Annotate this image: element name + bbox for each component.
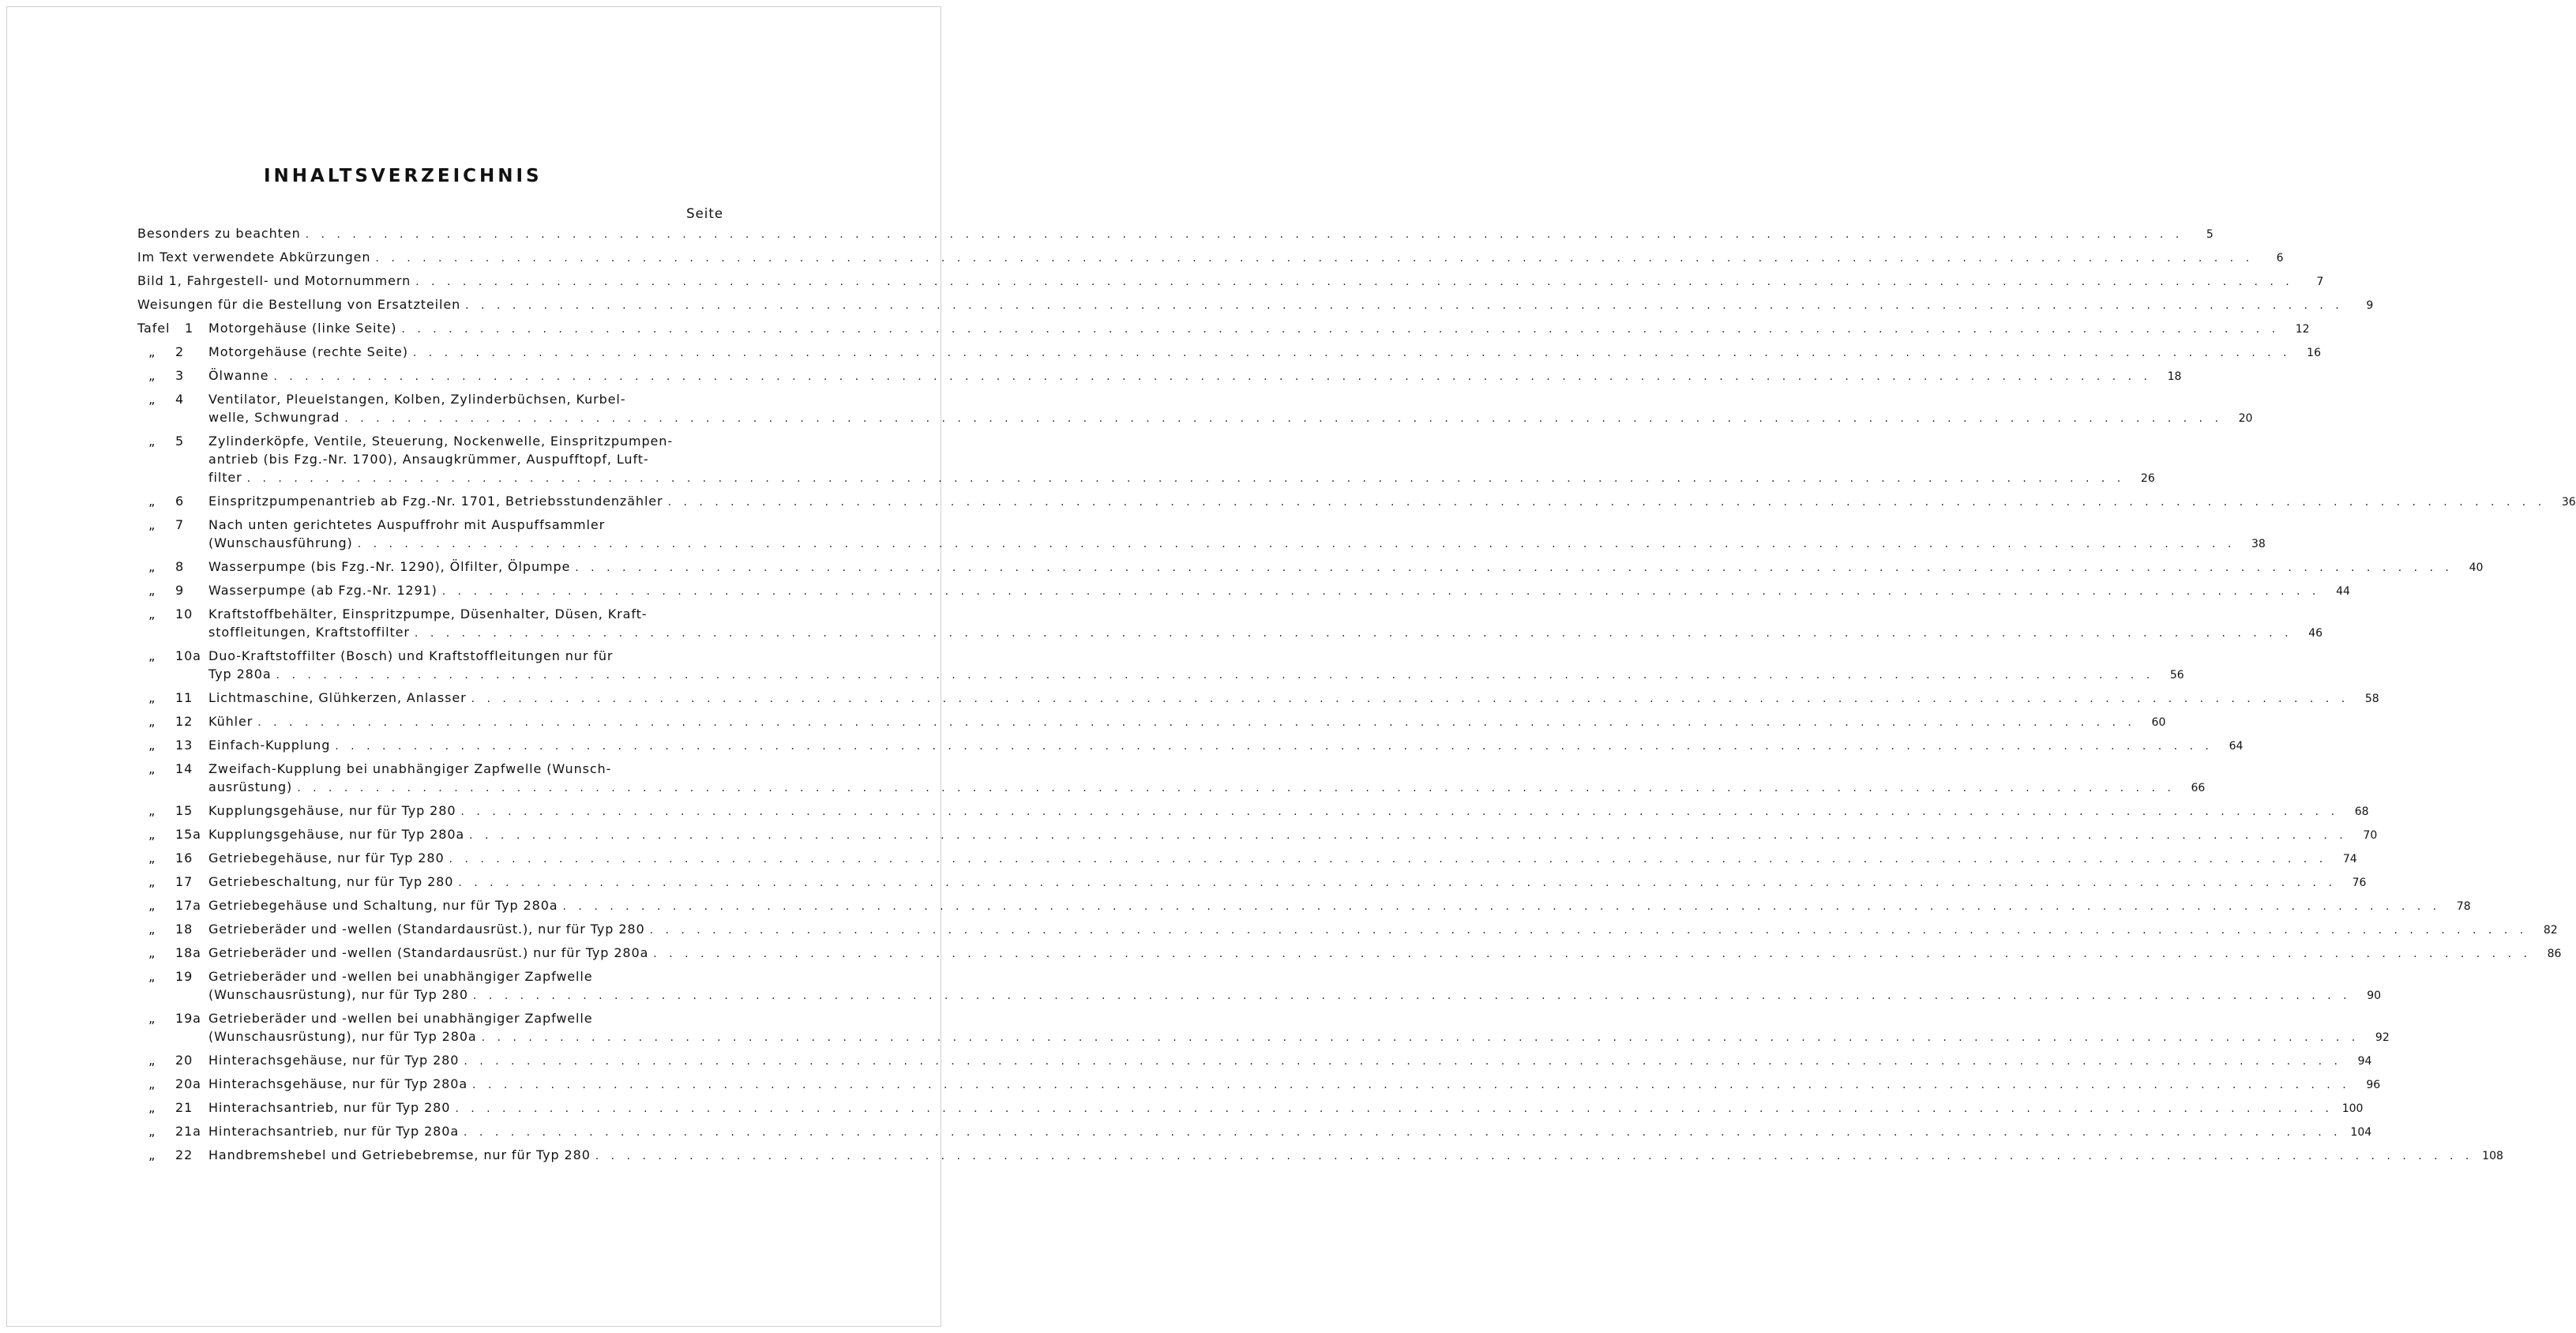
- toc-entry-text: Motorgehäuse (linke Seite): [208, 321, 397, 336]
- plate-number: 20a: [175, 1076, 201, 1091]
- toc-entry-line: [137, 272, 2324, 290]
- toc-entry-line: [137, 581, 2350, 599]
- toc-entry-text: Ventilator, Pleuelstangen, Kolben, Zylinderbüchsen, Kurbel-: [208, 392, 626, 407]
- plate-number: 19a: [175, 1011, 201, 1026]
- toc-entry: [137, 712, 2166, 730]
- plate-number: 20: [175, 1053, 193, 1068]
- toc-entry-text: Nach unten gerichtetes Auspuffrohr mit Auspuffsammler: [208, 517, 606, 532]
- page-number: 26: [2140, 472, 2155, 485]
- page-number: 60: [2151, 716, 2166, 729]
- page-number: 108: [2482, 1150, 2503, 1162]
- toc-entry-line: [137, 1009, 723, 1027]
- toc-entry: [137, 343, 2321, 361]
- toc-entry-line: [137, 319, 2310, 337]
- dot-leader: . . . . . . . . . . . . . . . . . . . . . . . . . . . . . . . . . . . . . . . . . . . . . . . . . . . . . . . . . . . . . . . . . . . . . . . . . . . . . . . . . . . . . . . . . . . . . . . . . . . . . . . . . . . . . . . . . . . . . . . .: [276, 669, 2154, 682]
- dot-leader: . . . . . . . . . . . . . . . . . . . . . . . . . . . . . . . . . . . . . . . . . . . . . . . . . . . . . . . . . . . . . . . . . . . . . . . . . . . . . . . . . . . . . . . . . . . . . . . . . . . . . . . . . . . . . . . . . . . . . . . .: [305, 228, 2184, 241]
- page-number: 56: [2169, 669, 2184, 682]
- toc-entry: [137, 581, 2350, 599]
- toc-entry-text: Zweifach-Kupplung bei unabhängiger Zapfwelle (Wunsch-: [208, 761, 612, 776]
- toc-entry-text: Lichtmaschine, Glühkerzen, Anlasser: [208, 690, 467, 705]
- plate-number: 18a: [175, 945, 201, 960]
- page-column-header: Seite: [686, 206, 723, 221]
- toc-entry-line: [137, 1051, 2372, 1069]
- dot-leader: . . . . . . . . . . . . . . . . . . . . . . . . . . . . . . . . . . . . . . . . . . . . . . . . . . . . . . . . . . . . . . . . . . . . . . . . . . . . . . . . . . . . . . . . . . . . . . . . . . . . . . . . . . . . . . . . . . . . . . . .: [464, 1126, 2342, 1139]
- toc-entry-line: [137, 295, 2374, 314]
- toc-entry-line: [137, 224, 2214, 242]
- toc-entry-line: [137, 390, 723, 408]
- toc-entry-line: [137, 712, 2166, 730]
- plate-number: 14: [175, 761, 193, 776]
- page-number: 38: [2251, 538, 2266, 550]
- plate-number: 7: [175, 517, 185, 532]
- page-number: 9: [2366, 299, 2374, 312]
- toc-entry-line: [137, 432, 723, 450]
- plate-number: 6: [175, 494, 185, 509]
- page-number: 46: [2308, 627, 2323, 640]
- plate-number: 11: [175, 690, 193, 705]
- dot-leader: . . . . . . . . . . . . . . . . . . . . . . . . . . . . . . . . . . . . . . . . . . . . . . . . . . . . . . . . . . . . . . . . . . . . . . . . . . . . . . . . . . . . . . . . . . . . . . . . . . . . . . . . . . . . . . . . . . . . . . . .: [667, 496, 2546, 509]
- toc-entry-text: ausrüstung): [208, 779, 293, 794]
- toc-entry-text: Getriebeschaltung, nur für Typ 280: [208, 874, 454, 889]
- dot-leader: . . . . . . . . . . . . . . . . . . . . . . . . . . . . . . . . . . . . . . . . . . . . . . . . . . . . . . . . . . . . . . . . . . . . . . . . . . . . . . . . . . . . . . . . . . . . . . . . . . . . . . . . . . . . . . . . . . . . . . . .: [465, 299, 2344, 312]
- toc-entry-text: Kupplungsgehäuse, nur für Typ 280: [208, 803, 456, 818]
- toc-entry: [137, 896, 2471, 914]
- toc-entry-text: antrieb (bis Fzg.-Nr. 1700), Ansaugkrümmer, Auspufftopf, Luft-: [208, 452, 649, 467]
- ditto-mark: „: [148, 517, 156, 532]
- page-number: 36: [2561, 496, 2576, 509]
- dot-leader: . . . . . . . . . . . . . . . . . . . . . . . . . . . . . . . . . . . . . . . . . . . . . . . . . . . . . . . . . . . . . . . . . . . . . . . . . . . . . . . . . . . . . . . . . . . . . . . . . . . . . . . . . . . . . . . . . . . . . . . .: [469, 829, 2348, 842]
- dot-leader: . . . . . . . . . . . . . . . . . . . . . . . . . . . . . . . . . . . . . . . . . . . . . . . . . . . . . . . . . . . . . . . . . . . . . . . . . . . . . . . . . . . . . . . . . . . . . . . . . . . . . . . . . . . . . . . . . . . . . . . .: [449, 853, 2327, 866]
- toc-entry-text: Hinterachsgehäuse, nur für Typ 280: [208, 1053, 460, 1068]
- toc-entry: [137, 390, 2253, 426]
- toc-entry-text: Ölwanne: [208, 368, 269, 383]
- toc-entry: [137, 366, 2182, 385]
- ditto-mark: „: [148, 606, 156, 621]
- ditto-mark: „: [148, 1100, 156, 1115]
- page-number: 90: [2367, 989, 2382, 1002]
- toc-entry-text: Im Text verwendete Abkürzungen: [137, 250, 371, 265]
- toc-entry-line: [137, 920, 2558, 938]
- toc-entry: [137, 967, 2382, 1004]
- dot-leader: . . . . . . . . . . . . . . . . . . . . . . . . . . . . . . . . . . . . . . . . . . . . . . . . . . . . . . . . . . . . . . . . . . . . . . . . . . . . . . . . . . . . . . . . . . . . . . . . . . . . . . . . . . . . . . . . . . . . . . . .: [246, 472, 2125, 485]
- toc-entry-line: [137, 516, 723, 534]
- page-number: 12: [2295, 323, 2310, 336]
- dot-leader: . . . . . . . . . . . . . . . . . . . . . . . . . . . . . . . . . . . . . . . . . . . . . . . . . . . . . . . . . . . . . . . . . . . . . . . . . . . . . . . . . . . . . . . . . . . . . . . . . . . . . . . . . . . . . . . . . . . . . . . .: [458, 877, 2337, 889]
- dot-leader: . . . . . . . . . . . . . . . . . . . . . . . . . . . . . . . . . . . . . . . . . . . . . . . . . . . . . . . . . . . . . . . . . . . . . . . . . . . . . . . . . . . . . . . . . . . . . . . . . . . . . . . . . . . . . . . . . . . . . . . .: [575, 561, 2454, 574]
- page-number: 58: [2364, 693, 2379, 705]
- toc-entry-line: [137, 665, 2184, 683]
- ditto-mark: „: [148, 648, 156, 663]
- ditto-mark: „: [148, 1076, 156, 1091]
- toc-entry: [137, 825, 2378, 843]
- toc-entry-text: stoffleitungen, Kraftstoffilter: [208, 625, 410, 640]
- toc-entry-line: [137, 623, 2323, 641]
- dot-leader: . . . . . . . . . . . . . . . . . . . . . . . . . . . . . . . . . . . . . . . . . . . . . . . . . . . . . . . . . . . . . . . . . . . . . . . . . . . . . . . . . . . . . . . . . . . . . . . . . . . . . . . . . . . . . . . . . . . . . . . .: [464, 1055, 2342, 1068]
- dot-leader: . . . . . . . . . . . . . . . . . . . . . . . . . . . . . . . . . . . . . . . . . . . . . . . . . . . . . . . . . . . . . . . . . . . . . . . . . . . . . . . . . . . . . . . . . . . . . . . . . . . . . . . . . . . . . . . . . . . . . . . .: [414, 627, 2293, 640]
- page-number: 82: [2543, 924, 2558, 937]
- toc-entry: [137, 873, 2367, 891]
- plate-number: 19: [175, 969, 193, 984]
- toc-entry-text: welle, Schwungrad: [208, 410, 340, 425]
- page-number: 5: [2206, 228, 2214, 241]
- ditto-mark: „: [148, 1124, 156, 1139]
- dot-leader: . . . . . . . . . . . . . . . . . . . . . . . . . . . . . . . . . . . . . . . . . . . . . . . . . . . . . . . . . . . . . . . . . . . . . . . . . . . . . . . . . . . . . . . . . . . . . . . . . . . . . . . . . . . . . . . . . . . . . . . .: [257, 716, 2136, 729]
- plate-number: 17: [175, 874, 193, 889]
- page-title: INHALTSVERZEICHNIS: [264, 166, 543, 186]
- toc-entry-line: [137, 343, 2321, 361]
- dot-leader: . . . . . . . . . . . . . . . . . . . . . . . . . . . . . . . . . . . . . . . . . . . . . . . . . . . . . . . . . . . . . . . . . . . . . . . . . . . . . . . . . . . . . . . . . . . . . . . . . . . . . . . . . . . . . . . . . . . . . . . .: [562, 900, 2441, 913]
- page-number: 104: [2350, 1126, 2372, 1139]
- toc-entry: [137, 224, 2214, 242]
- toc-entry-line: [137, 849, 2357, 867]
- page-number: 66: [2191, 782, 2206, 794]
- page-number: 70: [2363, 829, 2378, 842]
- toc-entry-text: Bild 1, Fahrgestell- und Motornummern: [137, 273, 411, 288]
- toc-entry-text: Duo-Kraftstoffilter (Bosch) und Kraftstoffleitungen nur für: [208, 648, 614, 663]
- toc-entry-line: [137, 1075, 2381, 1093]
- toc-entry: [137, 1122, 2372, 1140]
- dot-leader: . . . . . . . . . . . . . . . . . . . . . . . . . . . . . . . . . . . . . . . . . . . . . . . . . . . . . . . . . . . . . . . . . . . . . . . . . . . . . . . . . . . . . . . . . . . . . . . . . . . . . . . . . . . . . . . . . . . . . . . .: [455, 1102, 2334, 1115]
- toc-entry-text: Getrieberäder und -wellen bei unabhängiger Zapfwelle: [208, 969, 593, 984]
- page-number: 20: [2238, 412, 2253, 425]
- toc-entry: [137, 760, 2206, 796]
- toc-entry: [137, 605, 2323, 641]
- toc-entry: [137, 295, 2374, 314]
- toc-entry-text: Hinterachsantrieb, nur für Typ 280a: [208, 1124, 460, 1139]
- toc-entry: [137, 1075, 2381, 1093]
- page-number: 92: [2375, 1031, 2390, 1044]
- toc-entry-line: [137, 873, 2367, 891]
- plate-number: 5: [175, 434, 185, 449]
- plate-number: 22: [175, 1147, 193, 1162]
- page-number: 100: [2341, 1102, 2364, 1115]
- ditto-mark: „: [148, 945, 156, 960]
- toc-entry: [137, 1146, 2503, 1164]
- plate-number: 9: [175, 583, 185, 598]
- ditto-mark: „: [148, 1011, 156, 1026]
- toc-entry-line: [137, 492, 2576, 510]
- toc-entry-text: Getrieberäder und -wellen (Standardausrüst.), nur für Typ 280: [208, 922, 645, 937]
- toc-entry: [137, 802, 2369, 820]
- dot-leader: . . . . . . . . . . . . . . . . . . . . . . . . . . . . . . . . . . . . . . . . . . . . . . . . . . . . . . . . . . . . . . . . . . . . . . . . . . . . . . . . . . . . . . . . . . . . . . . . . . . . . . . . . . . . . . . . . . . . . . . .: [471, 693, 2349, 705]
- toc-entry-line: [137, 1122, 2372, 1140]
- dot-leader: . . . . . . . . . . . . . . . . . . . . . . . . . . . . . . . . . . . . . . . . . . . . . . . . . . . . . . . . . . . . . . . . . . . . . . . . . . . . . . . . . . . . . . . . . . . . . . . . . . . . . . . . . . . . . . . . . . . . . . . .: [653, 948, 2532, 960]
- ditto-mark: „: [148, 368, 156, 383]
- toc-entry-text: Einspritzpumpenantrieb ab Fzg.-Nr. 1701, Betriebsstundenzähler: [208, 494, 663, 509]
- plate-number: 2: [175, 344, 185, 359]
- toc-entry-text: Kraftstoffbehälter, Einspritzpumpe, Düsenhalter, Düsen, Kraft-: [208, 606, 648, 621]
- plate-number: 1: [185, 321, 194, 336]
- ditto-mark: „: [148, 714, 156, 729]
- page-number: 6: [2276, 252, 2284, 265]
- toc-entry-text: Getrieberäder und -wellen (Standardausrüst.) nur für Typ 280a: [208, 945, 649, 960]
- dot-leader: . . . . . . . . . . . . . . . . . . . . . . . . . . . . . . . . . . . . . . . . . . . . . . . . . . . . . . . . . . . . . . . . . . . . . . . . . . . . . . . . . . . . . . . . . . . . . . . . . . . . . . . . . . . . . . . . . . . . . . . .: [415, 276, 2294, 288]
- toc-entry-text: filter: [208, 470, 242, 485]
- toc-entry: [137, 689, 2379, 707]
- ditto-mark: „: [148, 559, 156, 574]
- dot-leader: . . . . . . . . . . . . . . . . . . . . . . . . . . . . . . . . . . . . . . . . . . . . . . . . . . . . . . . . . . . . . . . . . . . . . . . . . . . . . . . . . . . . . . . . . . . . . . . . . . . . . . . . . . . . . . . . . . . . . . . .: [649, 924, 2528, 937]
- ditto-mark: „: [148, 969, 156, 984]
- toc-entry-line: [137, 825, 2378, 843]
- page-number: 44: [2336, 585, 2350, 598]
- toc-entry: [137, 272, 2324, 290]
- toc-entry-line: [137, 967, 723, 986]
- toc-entry-line: [137, 534, 2266, 552]
- page-number: 40: [2469, 561, 2484, 574]
- toc-entry-line: [137, 986, 2382, 1004]
- plate-number: 10a: [175, 648, 201, 663]
- ditto-mark: „: [148, 761, 156, 776]
- ditto-mark: „: [148, 344, 156, 359]
- ditto-mark: „: [148, 494, 156, 509]
- ditto-mark: „: [148, 690, 156, 705]
- toc-entry: [137, 736, 2244, 754]
- plate-number: 15: [175, 803, 193, 818]
- toc-entry-text: Motorgehäuse (rechte Seite): [208, 344, 408, 359]
- toc-entry-text: Wasserpumpe (bis Fzg.-Nr. 1290), Ölfilter, Ölpumpe: [208, 559, 571, 574]
- plate-number: 21a: [175, 1124, 201, 1139]
- toc-entry: [137, 516, 2266, 552]
- toc-entry: [137, 920, 2558, 938]
- ditto-mark: „: [148, 827, 156, 842]
- toc-entry-text: Kupplungsgehäuse, nur für Typ 280a: [208, 827, 465, 842]
- toc-entry-line: [137, 647, 723, 665]
- page-number: 78: [2456, 900, 2471, 913]
- toc-entry-text: Getriebegehäuse und Schaltung, nur für Typ 280a: [208, 898, 558, 913]
- dot-leader: . . . . . . . . . . . . . . . . . . . . . . . . . . . . . . . . . . . . . . . . . . . . . . . . . . . . . . . . . . . . . . . . . . . . . . . . . . . . . . . . . . . . . . . . . . . . . . . . . . . . . . . . . . . . . . . . . . . . . . . .: [273, 370, 2152, 383]
- toc-entry: [137, 647, 2184, 683]
- plate-number: 4: [175, 392, 185, 407]
- toc-entry-text: (Wunschausrüstung), nur für Typ 280: [208, 987, 468, 1002]
- toc-entry-text: (Wunschausführung): [208, 535, 353, 550]
- toc-entry-line: [137, 1146, 2503, 1164]
- table-of-contents: [137, 224, 2576, 1170]
- tafel-label: Tafel: [137, 321, 171, 336]
- ditto-mark: „: [148, 1053, 156, 1068]
- toc-entry-line: [137, 366, 2182, 385]
- dot-leader: . . . . . . . . . . . . . . . . . . . . . . . . . . . . . . . . . . . . . . . . . . . . . . . . . . . . . . . . . . . . . . . . . . . . . . . . . . . . . . . . . . . . . . . . . . . . . . . . . . . . . . . . . . . . . . . . . . . . . . . .: [472, 989, 2352, 1002]
- toc-entry-line: [137, 248, 2284, 266]
- plate-number: 15a: [175, 827, 201, 842]
- toc-entry-text: Einfach-Kupplung: [208, 738, 331, 753]
- dot-leader: . . . . . . . . . . . . . . . . . . . . . . . . . . . . . . . . . . . . . . . . . . . . . . . . . . . . . . . . . . . . . . . . . . . . . . . . . . . . . . . . . . . . . . . . . . . . . . . . . . . . . . . . . . . . . . . . . . . . . . . .: [344, 412, 2223, 425]
- dot-leader: . . . . . . . . . . . . . . . . . . . . . . . . . . . . . . . . . . . . . . . . . . . . . . . . . . . . . . . . . . . . . . . . . . . . . . . . . . . . . . . . . . . . . . . . . . . . . . . . . . . . . . . . . . . . . . . . . . . . . . . .: [595, 1150, 2473, 1162]
- toc-entry-line: [137, 408, 2253, 426]
- toc-entry-text: Hinterachsgehäuse, nur für Typ 280a: [208, 1076, 468, 1091]
- toc-entry-text: (Wunschausrüstung), nur für Typ 280a: [208, 1029, 477, 1044]
- toc-entry: [137, 248, 2284, 266]
- toc-entry-line: [137, 468, 2155, 486]
- plate-number: 13: [175, 738, 193, 753]
- plate-number: 21: [175, 1100, 193, 1115]
- dot-leader: . . . . . . . . . . . . . . . . . . . . . . . . . . . . . . . . . . . . . . . . . . . . . . . . . . . . . . . . . . . . . . . . . . . . . . . . . . . . . . . . . . . . . . . . . . . . . . . . . . . . . . . . . . . . . . . . . . . . . . . .: [401, 323, 2280, 336]
- toc-entry-line: [137, 689, 2379, 707]
- dot-leader: . . . . . . . . . . . . . . . . . . . . . . . . . . . . . . . . . . . . . . . . . . . . . . . . . . . . . . . . . . . . . . . . . . . . . . . . . . . . . . . . . . . . . . . . . . . . . . . . . . . . . . . . . . . . . . . . . . . . . . . .: [481, 1031, 2360, 1044]
- toc-entry-line: [137, 558, 2484, 576]
- toc-entry-text: Zylinderköpfe, Ventile, Steuerung, Nockenwelle, Einspritzpumpen-: [208, 434, 673, 449]
- ditto-mark: „: [148, 434, 156, 449]
- toc-entry-line: [137, 896, 2471, 914]
- ditto-mark: „: [148, 583, 156, 598]
- toc-entry: [137, 432, 2155, 486]
- page-number: 68: [2354, 805, 2369, 818]
- ditto-mark: „: [148, 922, 156, 937]
- page-number: 18: [2167, 370, 2182, 383]
- ditto-mark: „: [148, 850, 156, 866]
- page-number: 86: [2547, 948, 2562, 960]
- dot-leader: . . . . . . . . . . . . . . . . . . . . . . . . . . . . . . . . . . . . . . . . . . . . . . . . . . . . . . . . . . . . . . . . . . . . . . . . . . . . . . . . . . . . . . . . . . . . . . . . . . . . . . . . . . . . . . . . . . . . . . . .: [412, 347, 2291, 359]
- toc-entry: [137, 944, 2562, 962]
- toc-entry: [137, 849, 2357, 867]
- dot-leader: . . . . . . . . . . . . . . . . . . . . . . . . . . . . . . . . . . . . . . . . . . . . . . . . . . . . . . . . . . . . . . . . . . . . . . . . . . . . . . . . . . . . . . . . . . . . . . . . . . . . . . . . . . . . . . . . . . . . . . . .: [335, 740, 2214, 753]
- toc-entry-text: Handbremshebel und Getriebebremse, nur für Typ 280: [208, 1147, 591, 1162]
- page-number: 64: [2229, 740, 2244, 753]
- toc-entry: [137, 558, 2484, 576]
- plate-number: 8: [175, 559, 185, 574]
- toc-entry: [137, 319, 2310, 337]
- dot-leader: . . . . . . . . . . . . . . . . . . . . . . . . . . . . . . . . . . . . . . . . . . . . . . . . . . . . . . . . . . . . . . . . . . . . . . . . . . . . . . . . . . . . . . . . . . . . . . . . . . . . . . . . . . . . . . . . . . . . . . . .: [460, 805, 2339, 818]
- ditto-mark: „: [148, 874, 156, 889]
- plate-number: 3: [175, 368, 185, 383]
- plate-number: 18: [175, 922, 193, 937]
- toc-entry: [137, 1009, 2390, 1046]
- toc-entry-text: Hinterachsantrieb, nur für Typ 280: [208, 1100, 451, 1115]
- dot-leader: . . . . . . . . . . . . . . . . . . . . . . . . . . . . . . . . . . . . . . . . . . . . . . . . . . . . . . . . . . . . . . . . . . . . . . . . . . . . . . . . . . . . . . . . . . . . . . . . . . . . . . . . . . . . . . . . . . . . . . . .: [441, 585, 2320, 598]
- page-number: 94: [2357, 1055, 2372, 1068]
- page-number: 7: [2316, 276, 2324, 288]
- toc-entry-text: Wasserpumpe (ab Fzg.-Nr. 1291): [208, 583, 437, 598]
- toc-entry-line: [137, 1027, 2390, 1046]
- toc-entry-line: [137, 605, 723, 623]
- toc-entry-line: [137, 778, 2206, 796]
- toc-entry-line: [137, 760, 723, 778]
- toc-entry-line: [137, 450, 723, 468]
- plate-number: 17a: [175, 898, 201, 913]
- toc-entry-text: Typ 280a: [208, 666, 272, 682]
- toc-entry: [137, 1098, 2364, 1117]
- toc-entry-text: Besonders zu beachten: [137, 226, 301, 241]
- plate-number: 10: [175, 606, 193, 621]
- toc-entry-line: [137, 802, 2369, 820]
- plate-number: 16: [175, 850, 193, 866]
- toc-entry-text: Getriebegehäuse, nur für Typ 280: [208, 850, 445, 866]
- page-number: 96: [2366, 1079, 2381, 1091]
- page-number: 76: [2352, 877, 2367, 889]
- ditto-mark: „: [148, 738, 156, 753]
- page-number: 16: [2307, 347, 2321, 359]
- toc-entry-line: [137, 736, 2244, 754]
- ditto-mark: „: [148, 803, 156, 818]
- ditto-mark: „: [148, 392, 156, 407]
- toc-entry-text: Weisungen für die Bestellung von Ersatzteilen: [137, 297, 461, 312]
- ditto-mark: „: [148, 898, 156, 913]
- toc-entry-text: Kühler: [208, 714, 253, 729]
- dot-leader: . . . . . . . . . . . . . . . . . . . . . . . . . . . . . . . . . . . . . . . . . . . . . . . . . . . . . . . . . . . . . . . . . . . . . . . . . . . . . . . . . . . . . . . . . . . . . . . . . . . . . . . . . . . . . . . . . . . . . . . .: [297, 782, 2176, 794]
- toc-entry-line: [137, 944, 2562, 962]
- page-number: 74: [2342, 853, 2357, 866]
- toc-entry: [137, 1051, 2372, 1069]
- toc-entry: [137, 492, 2576, 510]
- ditto-mark: „: [148, 1147, 156, 1162]
- dot-leader: . . . . . . . . . . . . . . . . . . . . . . . . . . . . . . . . . . . . . . . . . . . . . . . . . . . . . . . . . . . . . . . . . . . . . . . . . . . . . . . . . . . . . . . . . . . . . . . . . . . . . . . . . . . . . . . . . . . . . . . .: [357, 538, 2236, 550]
- plate-number: 12: [175, 714, 193, 729]
- dot-leader: . . . . . . . . . . . . . . . . . . . . . . . . . . . . . . . . . . . . . . . . . . . . . . . . . . . . . . . . . . . . . . . . . . . . . . . . . . . . . . . . . . . . . . . . . . . . . . . . . . . . . . . . . . . . . . . . . . . . . . . .: [375, 252, 2254, 265]
- toc-entry-text: Getrieberäder und -wellen bei unabhängiger Zapfwelle: [208, 1011, 593, 1026]
- toc-entry-line: [137, 1098, 2364, 1117]
- dot-leader: . . . . . . . . . . . . . . . . . . . . . . . . . . . . . . . . . . . . . . . . . . . . . . . . . . . . . . . . . . . . . . . . . . . . . . . . . . . . . . . . . . . . . . . . . . . . . . . . . . . . . . . . . . . . . . . . . . . . . . . .: [472, 1079, 2351, 1091]
